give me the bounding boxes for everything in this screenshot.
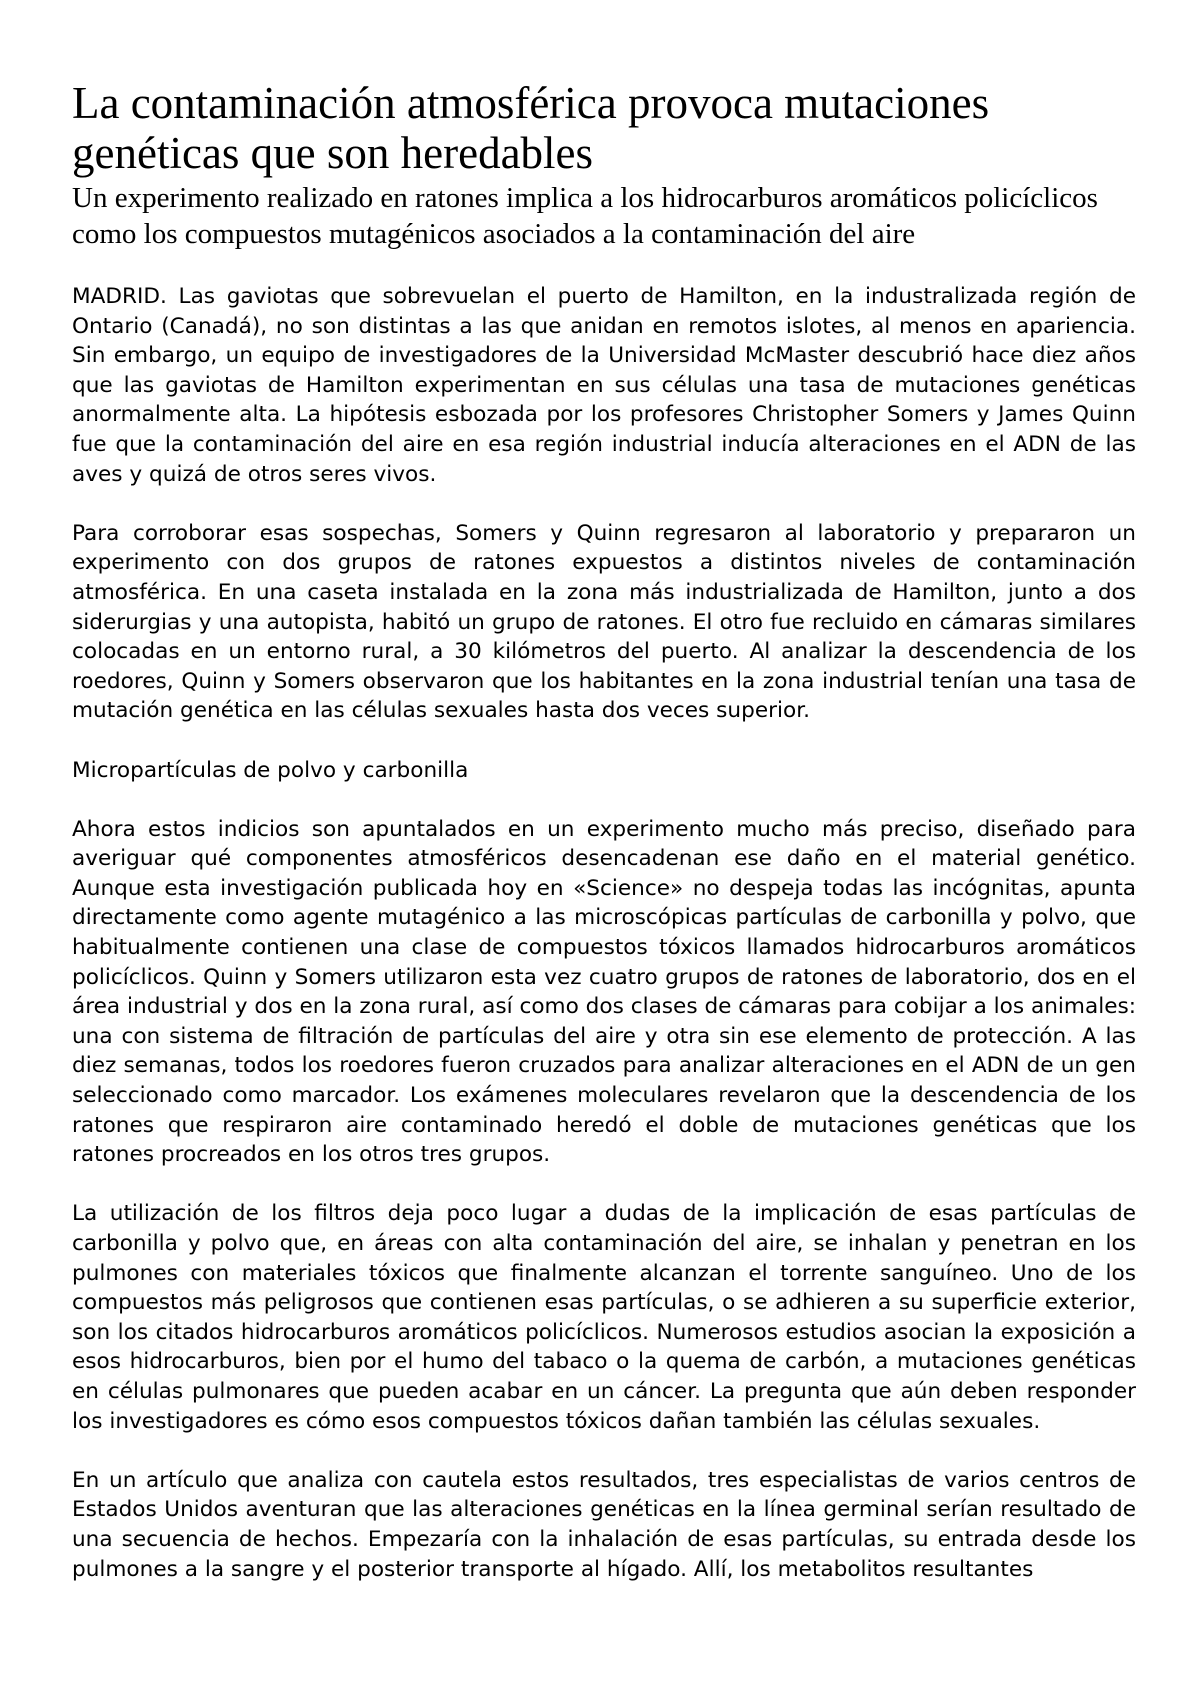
article-subtitle: Un experimento realizado en ratones implica a los hidrocarburos aromáticos policíclicos como los compuestos mutagénicos asociados a la contaminación del aire xyxy=(72,182,1098,250)
article-body xyxy=(72,282,1136,1584)
body-paragraph: Para corroborar esas sospechas, Somers y Quinn regresaron al laboratorio y prepararon un experimento con dos grupos de ratones expuestos a distintos niveles de contaminación atmosférica. En una caseta instalada en la zona más industrializada de Hamilton, junto a dos siderurgias y una autopista, habitó un grupo de ratones. El otro fue recluido en cámaras similares colocadas en un entorno rural, a 30 kilómetros del puerto. Al analizar la descendencia de los roedores, Quinn y Somers observaron que los habitantes en la zona industrial tenían una tasa de mutación genética en las células sexuales hasta dos veces superior. xyxy=(72,520,1136,724)
body-paragraph: La utilización de los filtros deja poco lugar a dudas de la implicación de esas partículas de carbonilla y polvo que, en áreas con alta contaminación del aire, se inhalan y penetran en los pulmones con materiales tóxicos que finalmente alcanzan el torrente sanguíneo. Uno de los compuestos más peligrosos que contienen esas partículas, o se adhieren a su superficie exterior, son los citados hidrocarburos aromáticos policíclicos. Numerosos estudios asocian la exposición a esos hidrocarburos, bien por el humo del tabaco o la quema de carbón, a mutaciones genéticas en células pulmonares que pueden acabar en un cáncer. La pregunta que aún deben responder los investigadores es cómo esos compuestos tóxicos dañan también las células sexuales. xyxy=(72,1201,1136,1434)
body-paragraph: MADRID. Las gaviotas que sobrevuelan el puerto de Hamilton, en la industralizada región de Ontario (Canadá), no son distintas a las que anidan en remotos islotes, al menos en apariencia. Sin embargo, un equipo de investigadores de la Universidad McMaster descubrió hace diez años que las gaviotas de Hamilton experimentan en sus células una tasa de mutaciones genéticas anormalmente alta. La hipótesis esbozada por los profesores Christopher Somers y James Quinn fue que la contaminación del aire en esa región industrial inducía alteraciones en el ADN de las aves y quizá de otros seres vivos. xyxy=(72,284,1136,487)
article xyxy=(72,78,1136,1614)
article-headline: La contaminación atmosférica provoca mutaciones genéticas que son heredables xyxy=(72,78,990,178)
section-subhead: Micropartículas de polvo y carbonilla xyxy=(72,757,469,783)
body-paragraph: Ahora estos indicios son apuntalados en un experimento mucho más preciso, diseñado para averiguar qué componentes atmosféricos desencadenan ese daño en el material genético. Aunque esta investigación publicada hoy en «Science» no despeja todas las incógnitas, apunta directamente como agente mutagénico a las microscópicas partículas de carbonilla y polvo, que habitualmente contienen una clase de compuestos tóxicos llamados hidrocarburos aromáticos policíclicos. Quinn y Somers utilizaron esta vez cuatro grupos de ratones de laboratorio, dos en el área industrial y dos en la zona rural, así como dos clases de cámaras para cobijar a los animales: una con sistema de filtración de partículas del aire y otra sin ese elemento de protección. A las diez semanas, todos los roedores fueron cruzados para analizar alteraciones en el ADN de un gen seleccionado como marcador. Los exámenes moleculares revelaron que la descendencia de los ratones que respiraron aire contaminado heredó el doble de mutaciones genéticas que los ratones procreados en los otros tres grupos. xyxy=(72,816,1136,1168)
body-paragraph: En un artículo que analiza con cautela estos resultados, tres especialistas de varios centros de Estados Unidos aventuran que las alteraciones genéticas en la línea germinal serían resultado de una secuencia de hechos. Empezaría con la inhalación de esas partículas, su entrada desde los pulmones a la sangre y el posterior transporte al hígado. Allí, los metabolitos resultantes xyxy=(72,1467,1136,1582)
